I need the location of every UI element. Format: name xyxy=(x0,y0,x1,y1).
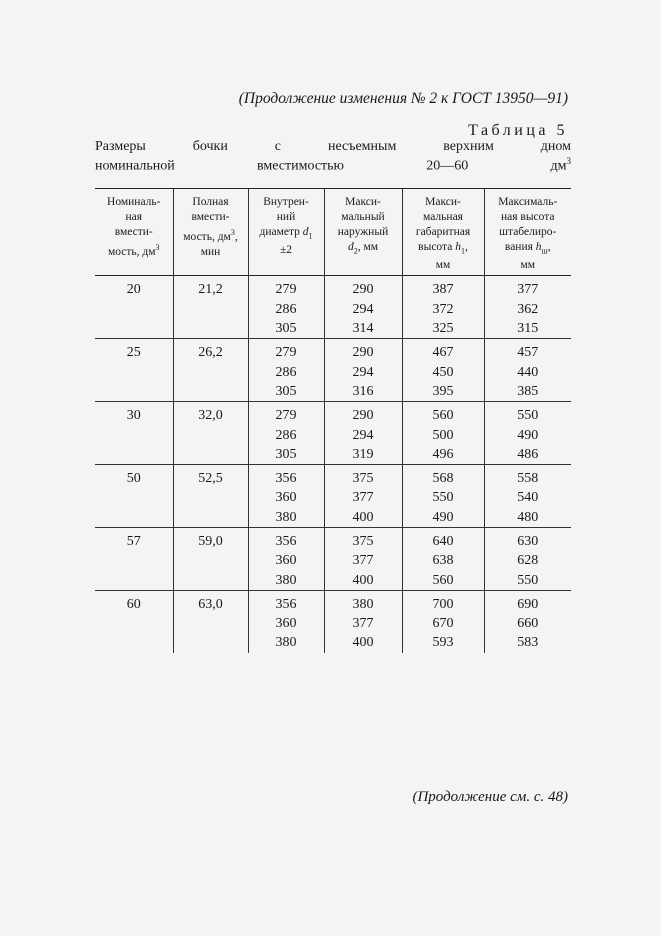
cell-overall-height: 500 xyxy=(402,425,484,444)
cell-full-capacity xyxy=(173,488,248,507)
cell-outer-diameter: 377 xyxy=(324,614,402,633)
cell-nominal-capacity xyxy=(95,319,173,339)
cell-full-capacity: 21,2 xyxy=(173,276,248,300)
cell-full-capacity: 59,0 xyxy=(173,527,248,551)
cell-inner-diameter: 360 xyxy=(248,551,324,570)
cell-nominal-capacity xyxy=(95,300,173,319)
cell-nominal-capacity xyxy=(95,551,173,570)
header-outer-diameter: Макси- мальный наружный $d_2$, мм xyxy=(324,189,402,276)
table-row xyxy=(95,362,571,381)
table-body xyxy=(95,276,571,653)
cell-overall-height: 387 xyxy=(402,276,484,300)
cell-overall-height: 550 xyxy=(402,488,484,507)
cell-full-capacity xyxy=(173,300,248,319)
cell-inner-diameter: 305 xyxy=(248,319,324,339)
cell-inner-diameter: 286 xyxy=(248,300,324,319)
table-row xyxy=(95,382,571,402)
table-row xyxy=(95,614,571,633)
cell-stacking-height: 630 xyxy=(484,527,571,551)
cell-overall-height: 372 xyxy=(402,300,484,319)
cell-nominal-capacity xyxy=(95,425,173,444)
cell-nominal-capacity: 57 xyxy=(95,527,173,551)
cell-nominal-capacity xyxy=(95,445,173,465)
cell-nominal-capacity: 50 xyxy=(95,464,173,488)
cell-nominal-capacity: 20 xyxy=(126,282,141,298)
cell-overall-height: 496 xyxy=(402,445,484,465)
header-overall-height: Макси- мальная габаритная высота $h_1$, мм xyxy=(402,189,484,276)
cell-nominal-capacity: 25 xyxy=(95,339,173,363)
cell-stacking-height: 440 xyxy=(484,362,571,381)
cell-outer-diameter: 294 xyxy=(324,362,402,381)
cell-stacking-height: 690 xyxy=(484,590,571,614)
cell-stacking-height: 558 xyxy=(484,464,571,488)
table-row xyxy=(95,339,571,363)
cell-full-capacity xyxy=(173,382,248,402)
cell-full-capacity xyxy=(173,319,248,339)
cell-inner-diameter: 380 xyxy=(248,633,324,652)
cell-full-capacity xyxy=(173,551,248,570)
cell-outer-diameter: 290 xyxy=(324,402,402,426)
cell-nominal-capacity xyxy=(95,633,173,652)
cell-inner-diameter: 356 xyxy=(248,590,324,614)
cell-stacking-height: 377 xyxy=(484,276,571,300)
cell-outer-diameter: 375 xyxy=(324,464,402,488)
cell-stacking-height: 486 xyxy=(484,445,571,465)
table-row xyxy=(95,464,571,488)
cell-outer-diameter: 375 xyxy=(324,527,402,551)
table-row xyxy=(95,590,571,614)
table-caption-line2 xyxy=(95,156,571,175)
table-row xyxy=(95,300,571,319)
cell-overall-height: 700 xyxy=(402,590,484,614)
cell-inner-diameter: 279 xyxy=(248,339,324,363)
cell-overall-height: 593 xyxy=(402,633,484,652)
cell-nominal-capacity xyxy=(95,570,173,590)
continuation-header: (Продолжение изменения № 2 к ГОСТ 13950—91) xyxy=(238,90,568,107)
cell-stacking-height: 480 xyxy=(484,508,571,528)
cell-full-capacity: 52,5 xyxy=(173,464,248,488)
cell-nominal-capacity xyxy=(95,488,173,507)
cell-overall-height: 560 xyxy=(402,570,484,590)
cell-stacking-height: 583 xyxy=(484,633,571,652)
cell-stacking-height: 550 xyxy=(484,402,571,426)
cell-inner-diameter: 305 xyxy=(248,382,324,402)
cell-overall-height: 325 xyxy=(402,319,484,339)
table-row xyxy=(95,319,571,339)
cell-overall-height: 670 xyxy=(402,614,484,633)
cell-outer-diameter: 294 xyxy=(324,425,402,444)
cell-overall-height: 638 xyxy=(402,551,484,570)
cell-nominal-capacity: 30 xyxy=(95,402,173,426)
cell-overall-height: 568 xyxy=(402,464,484,488)
table-row xyxy=(95,527,571,551)
cell-nominal-capacity xyxy=(95,382,173,402)
cell-outer-diameter: 400 xyxy=(324,633,402,652)
cell-outer-diameter: 294 xyxy=(324,300,402,319)
cell-full-capacity xyxy=(173,633,248,652)
cell-inner-diameter: 380 xyxy=(248,570,324,590)
caption-superscript: 3 xyxy=(566,156,571,166)
cell-inner-diameter: 286 xyxy=(248,362,324,381)
cell-nominal-capacity: 60 xyxy=(95,590,173,614)
cell-stacking-height: 660 xyxy=(484,614,571,633)
table-row xyxy=(95,425,571,444)
table-number: Таблица 5 xyxy=(468,122,568,139)
header-full-capacity: Полная вмести- мость, $дм^3$, мин xyxy=(173,189,248,276)
table-row xyxy=(95,402,571,426)
table-caption-line1: Размеры бочки с несъемным верхним дном xyxy=(95,139,571,154)
table-row xyxy=(95,445,571,465)
cell-inner-diameter: 279 xyxy=(248,402,324,426)
continuation-footer: (Продолжение см. с. 48) xyxy=(412,789,568,805)
table-row xyxy=(95,508,571,528)
cell-overall-height: 395 xyxy=(402,382,484,402)
cell-full-capacity xyxy=(173,508,248,528)
cell-outer-diameter: 380 xyxy=(324,590,402,614)
cell-stacking-height: 457 xyxy=(484,339,571,363)
cell-inner-diameter: 356 xyxy=(248,464,324,488)
cell-outer-diameter: 400 xyxy=(324,570,402,590)
cell-stacking-height: 362 xyxy=(484,300,571,319)
cell-full-capacity: 63,0 xyxy=(173,590,248,614)
cell-overall-height: 450 xyxy=(402,362,484,381)
header-nominal-capacity: Номиналь- ная вмести- мость, $дм^3$ xyxy=(95,189,173,276)
cell-stacking-height: 540 xyxy=(484,488,571,507)
table-row xyxy=(95,488,571,507)
cell-full-capacity xyxy=(173,425,248,444)
cell-overall-height: 467 xyxy=(402,339,484,363)
cell-overall-height: 490 xyxy=(402,508,484,528)
cell-inner-diameter: 279 xyxy=(248,276,324,300)
cell-inner-diameter: 305 xyxy=(248,445,324,465)
cell-full-capacity: 26,2 xyxy=(173,339,248,363)
table-row xyxy=(95,633,571,652)
cell-outer-diameter: 400 xyxy=(324,508,402,528)
cell-overall-height: 640 xyxy=(402,527,484,551)
cell-stacking-height: 628 xyxy=(484,551,571,570)
table-header-row xyxy=(95,189,571,276)
cell-full-capacity xyxy=(173,362,248,381)
cell-inner-diameter: 360 xyxy=(248,614,324,633)
cell-inner-diameter: 286 xyxy=(248,425,324,444)
cell-outer-diameter: 377 xyxy=(324,551,402,570)
cell-outer-diameter: 316 xyxy=(324,382,402,402)
cell-outer-diameter: 290 xyxy=(324,276,402,300)
cell-overall-height: 560 xyxy=(402,402,484,426)
table-row xyxy=(95,276,571,300)
header-inner-diameter: Внутрен- ний диаметр $d_1$ ±2 xyxy=(248,189,324,276)
cell-stacking-height: 490 xyxy=(484,425,571,444)
table-row xyxy=(95,570,571,590)
cell-full-capacity: 32,0 xyxy=(173,402,248,426)
cell-stacking-height: 315 xyxy=(484,319,571,339)
cell-stacking-height: 550 xyxy=(484,570,571,590)
cell-inner-diameter: 360 xyxy=(248,488,324,507)
dimensions-table xyxy=(95,188,571,653)
cell-nominal-capacity xyxy=(95,508,173,528)
cell-full-capacity xyxy=(173,570,248,590)
cell-outer-diameter: 314 xyxy=(324,319,402,339)
cell-stacking-height: 385 xyxy=(484,382,571,402)
cell-full-capacity xyxy=(173,445,248,465)
cell-inner-diameter: 380 xyxy=(248,508,324,528)
caption-text: номинальной вместимостью 20—60 дм xyxy=(95,158,567,174)
cell-outer-diameter: 290 xyxy=(324,339,402,363)
cell-outer-diameter: 377 xyxy=(324,488,402,507)
header-stacking-height: Максималь- ная высота штабелиро- вания $h_ш$, мм xyxy=(484,189,571,276)
cell-outer-diameter: 319 xyxy=(324,445,402,465)
cell-nominal-capacity xyxy=(95,614,173,633)
cell-nominal-capacity xyxy=(95,362,173,381)
table-row xyxy=(95,551,571,570)
cell-inner-diameter: 356 xyxy=(248,527,324,551)
cell-full-capacity xyxy=(173,614,248,633)
